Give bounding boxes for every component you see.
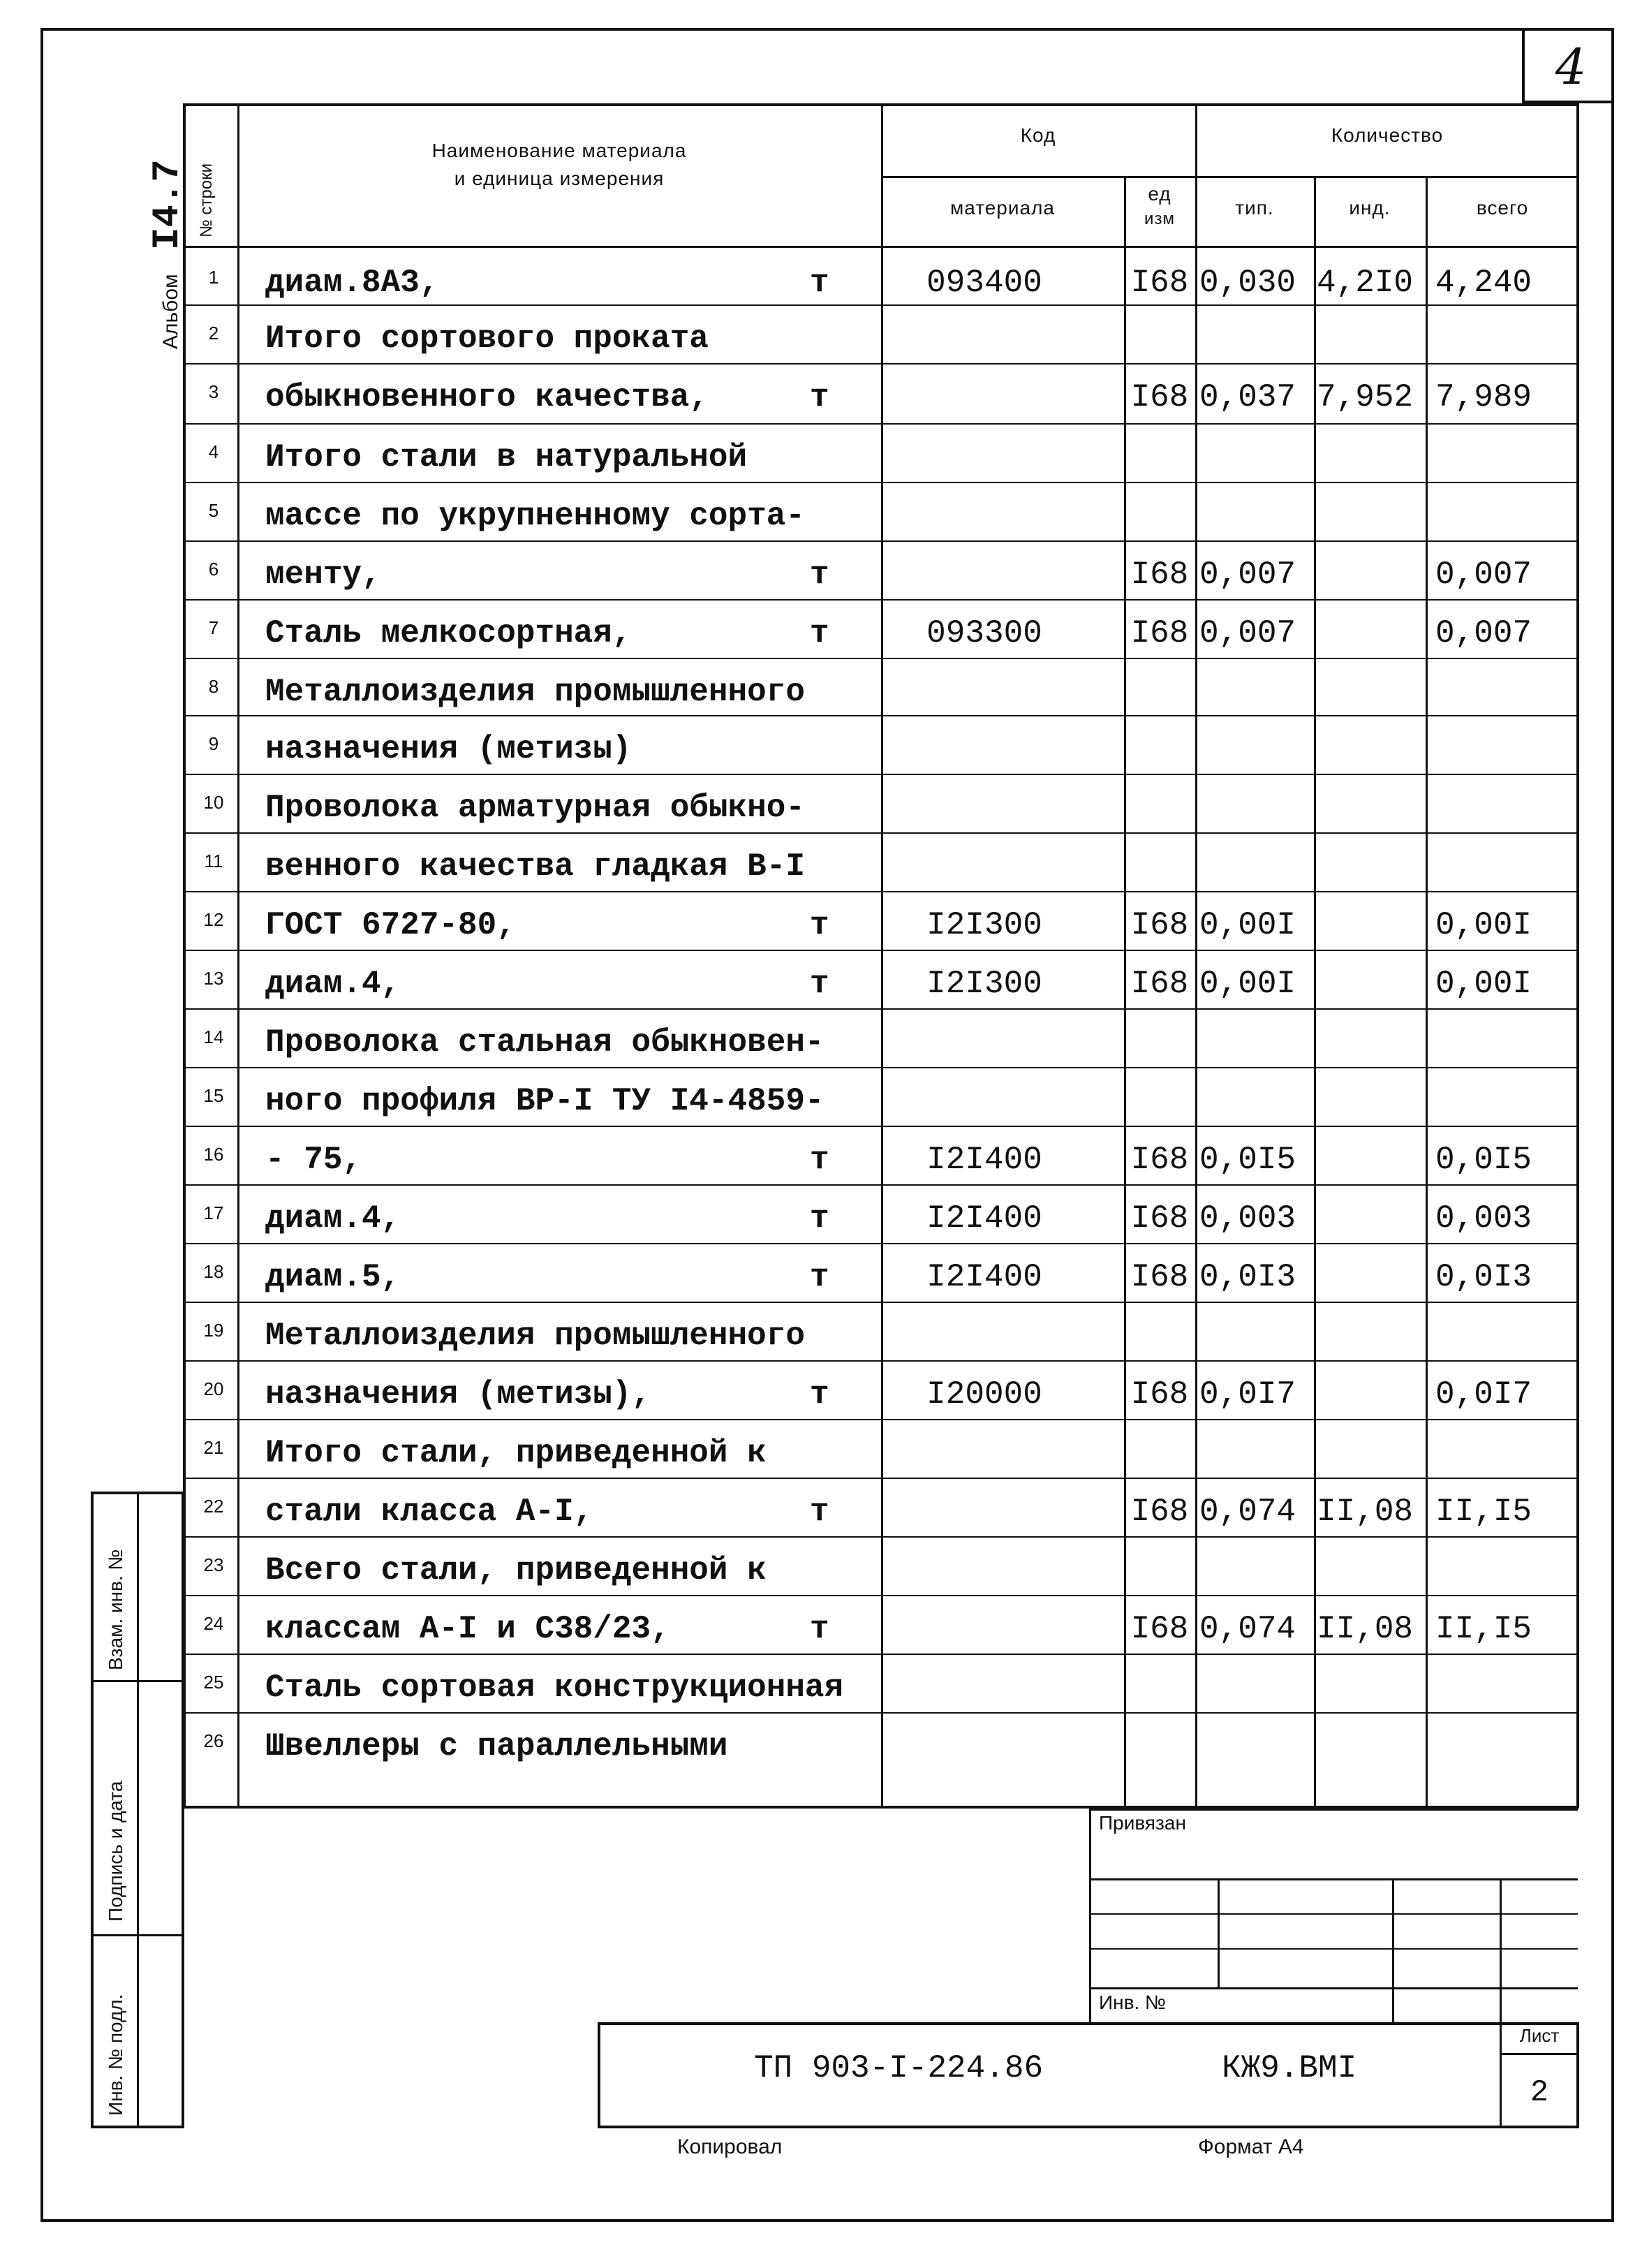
inv-podl-label: Инв. № подл. — [105, 1994, 126, 2116]
row-qty-total: 0,0I3 — [1435, 1259, 1532, 1295]
row-number: 22 — [203, 1496, 224, 1517]
row-name: Проволока арматурная обыкно- — [265, 790, 805, 826]
row-unit: т — [810, 265, 829, 301]
row-unit-code: I68 — [1130, 615, 1189, 651]
row-number: 8 — [208, 676, 219, 697]
row-unit: т — [810, 1142, 829, 1178]
row-unit-code: I68 — [1130, 966, 1189, 1002]
row-number: 15 — [203, 1085, 224, 1106]
row-unit-code: I68 — [1130, 1494, 1189, 1530]
row-name: Итого стали в натуральной — [265, 439, 748, 476]
doc-code: ТП 903-I-224.86 — [754, 2050, 1044, 2086]
row-name: Сталь мелкосортная, — [265, 615, 632, 651]
privyazan-label: Привязан — [1099, 1812, 1186, 1834]
row-unit-code: I68 — [1130, 1142, 1189, 1178]
row-name: диам.4, — [265, 1200, 401, 1237]
row-qty-tip: 0,00I — [1199, 966, 1296, 1002]
row-qty-total: 0,003 — [1435, 1200, 1532, 1237]
row-code: I2I300 — [926, 907, 1042, 943]
row-unit: т — [810, 1259, 829, 1295]
row-number: 4 — [208, 441, 219, 462]
row-number: 5 — [208, 500, 219, 521]
row-name: - 75, — [265, 1142, 362, 1178]
row-unit: т — [810, 615, 829, 651]
row-unit-code: I68 — [1130, 907, 1189, 943]
row-code: 093300 — [926, 615, 1042, 651]
inv-no-label: Инв. № — [1099, 1991, 1167, 2013]
row-unit-code: I68 — [1130, 379, 1189, 415]
page-number: 4 — [1555, 38, 1587, 96]
row-name: Итого стали, приведенной к — [265, 1435, 767, 1471]
doc-mark: КЖ9.ВМI — [1222, 2050, 1357, 2086]
row-code: I20000 — [926, 1376, 1042, 1413]
row-name: Металлоизделия промышленного — [265, 1318, 805, 1354]
row-number: 6 — [208, 559, 219, 580]
row-unit: т — [810, 1376, 829, 1413]
row-qty-total: 4,240 — [1435, 265, 1532, 301]
row-qty-total: 0,007 — [1435, 615, 1532, 651]
row-qty-ind: 7,952 — [1317, 379, 1414, 415]
row-number: 1 — [208, 267, 219, 288]
podpis-data-label: Подпись и дата — [105, 1781, 126, 1922]
ind-col-header: инд. — [1349, 197, 1391, 219]
row-name: ного профиля ВР-I ТУ I4-4859- — [265, 1083, 824, 1119]
row-qty-total: II,I5 — [1435, 1494, 1532, 1530]
row-number: 16 — [203, 1144, 224, 1165]
row-qty-total: 0,00I — [1435, 966, 1532, 1002]
row-number: 25 — [203, 1672, 224, 1693]
row-unit: т — [810, 966, 829, 1002]
row-qty-tip: 0,074 — [1199, 1611, 1296, 1647]
row-qty-tip: 0,037 — [1199, 379, 1296, 415]
row-number: 23 — [203, 1554, 224, 1575]
row-name: диам.8А3, — [265, 265, 439, 301]
row-qty-tip: 0,003 — [1199, 1200, 1296, 1237]
row-unit: т — [810, 1611, 829, 1647]
row-number: 2 — [208, 323, 219, 344]
copied-label: Копировал — [677, 2135, 783, 2158]
album-number: I4.7 — [147, 159, 189, 251]
row-unit-code: I68 — [1130, 557, 1189, 593]
row-code: I2I400 — [926, 1200, 1042, 1237]
row-name: Всего стали, приведенной к — [265, 1552, 767, 1589]
row-number: 21 — [203, 1437, 224, 1458]
row-unit-code: I68 — [1130, 265, 1189, 301]
row-name: классам А-I и С38/23, — [265, 1611, 670, 1647]
row-qty-ind: 4,2I0 — [1317, 265, 1414, 301]
row-code: I2I400 — [926, 1259, 1042, 1295]
row-number: 7 — [208, 617, 219, 638]
code-group-header: Код — [1020, 124, 1056, 146]
row-code: 093400 — [926, 265, 1042, 301]
row-number: 10 — [203, 792, 224, 813]
row-number: 18 — [203, 1261, 224, 1282]
row-qty-tip: 0,00I — [1199, 907, 1296, 943]
row-qty-tip: 0,007 — [1199, 557, 1296, 593]
row-unit: т — [810, 907, 829, 943]
row-name: назначения (метизы) — [265, 731, 632, 767]
rownum-header: № строки — [197, 163, 216, 237]
row-unit: т — [810, 1494, 829, 1530]
row-qty-total: 0,007 — [1435, 557, 1532, 593]
format-label: Формат А4 — [1198, 2135, 1304, 2158]
ed-col-header-1: ед — [1148, 183, 1171, 205]
sheet-number: 2 — [1530, 2075, 1549, 2110]
vzam-inv-label: Взам. инв. № — [105, 1549, 126, 1670]
ed-col-header-2: изм — [1144, 209, 1175, 228]
row-number: 11 — [204, 850, 223, 871]
title-block — [598, 2022, 1579, 2128]
row-unit: т — [810, 557, 829, 593]
album-label: Альбом I4.7 — [147, 159, 189, 349]
row-qty-total: 0,0I5 — [1435, 1142, 1532, 1178]
row-qty-ind: II,08 — [1317, 1494, 1414, 1530]
row-number: 3 — [208, 381, 219, 402]
row-code: I2I300 — [926, 966, 1042, 1002]
row-code: I2I400 — [926, 1142, 1042, 1178]
row-qty-ind: II,08 — [1317, 1611, 1414, 1647]
row-qty-total: II,I5 — [1435, 1611, 1532, 1647]
row-qty-tip: 0,007 — [1199, 615, 1296, 651]
tip-col-header: тип. — [1235, 197, 1274, 219]
row-qty-tip: 0,030 — [1199, 265, 1296, 301]
row-name: Итого сортового проката — [265, 321, 709, 357]
row-number: 9 — [208, 733, 219, 754]
row-unit-code: I68 — [1130, 1376, 1189, 1413]
row-number: 14 — [203, 1026, 224, 1047]
row-qty-total: 0,0I7 — [1435, 1376, 1532, 1413]
row-unit: т — [810, 1200, 829, 1237]
row-name: стали класса А-I, — [265, 1494, 593, 1530]
name-header-line2: и единица измерения — [454, 168, 665, 189]
row-number: 24 — [203, 1613, 224, 1634]
row-name: Швеллеры с параллельными — [265, 1728, 728, 1765]
row-name: Проволока стальная обыкновен- — [265, 1024, 824, 1061]
row-unit-code: I68 — [1130, 1200, 1189, 1237]
qty-group-header: Количество — [1331, 124, 1444, 146]
row-number: 12 — [203, 909, 224, 930]
row-number: 19 — [203, 1320, 224, 1341]
row-unit-code: I68 — [1130, 1259, 1189, 1295]
row-number: 26 — [203, 1730, 224, 1751]
row-qty-total: 0,00I — [1435, 907, 1532, 943]
total-col-header: всего — [1476, 197, 1529, 219]
row-name: Сталь сортовая конструкционная — [265, 1670, 844, 1706]
row-name: диам.5, — [265, 1259, 401, 1295]
row-qty-tip: 0,0I5 — [1199, 1142, 1296, 1178]
row-qty-tip: 0,0I3 — [1199, 1259, 1296, 1295]
row-name: венного качества гладкая В-I — [265, 848, 805, 885]
row-number: 13 — [203, 968, 224, 989]
row-name: менту, — [265, 557, 381, 593]
sheet-label: Лист — [1519, 2025, 1560, 2046]
row-name: назначения (метизы), — [265, 1376, 651, 1413]
row-number: 17 — [203, 1202, 224, 1223]
row-qty-tip: 0,074 — [1199, 1494, 1296, 1530]
row-qty-tip: 0,0I7 — [1199, 1376, 1296, 1413]
row-name: диам.4, — [265, 966, 401, 1002]
row-number: 20 — [203, 1378, 224, 1399]
row-name: Металлоизделия промышленного — [265, 674, 805, 710]
name-header-line1: Наименование материала — [431, 140, 687, 161]
row-name: ГОСТ 6727-80, — [265, 907, 516, 943]
row-unit-code: I68 — [1130, 1611, 1189, 1647]
material-col-header: материала — [950, 197, 1055, 219]
row-unit: т — [810, 379, 829, 415]
row-name: массе по укрупненному сорта- — [265, 498, 805, 534]
row-qty-total: 7,989 — [1435, 379, 1532, 415]
row-name: обыкновенного качества, — [265, 379, 709, 415]
